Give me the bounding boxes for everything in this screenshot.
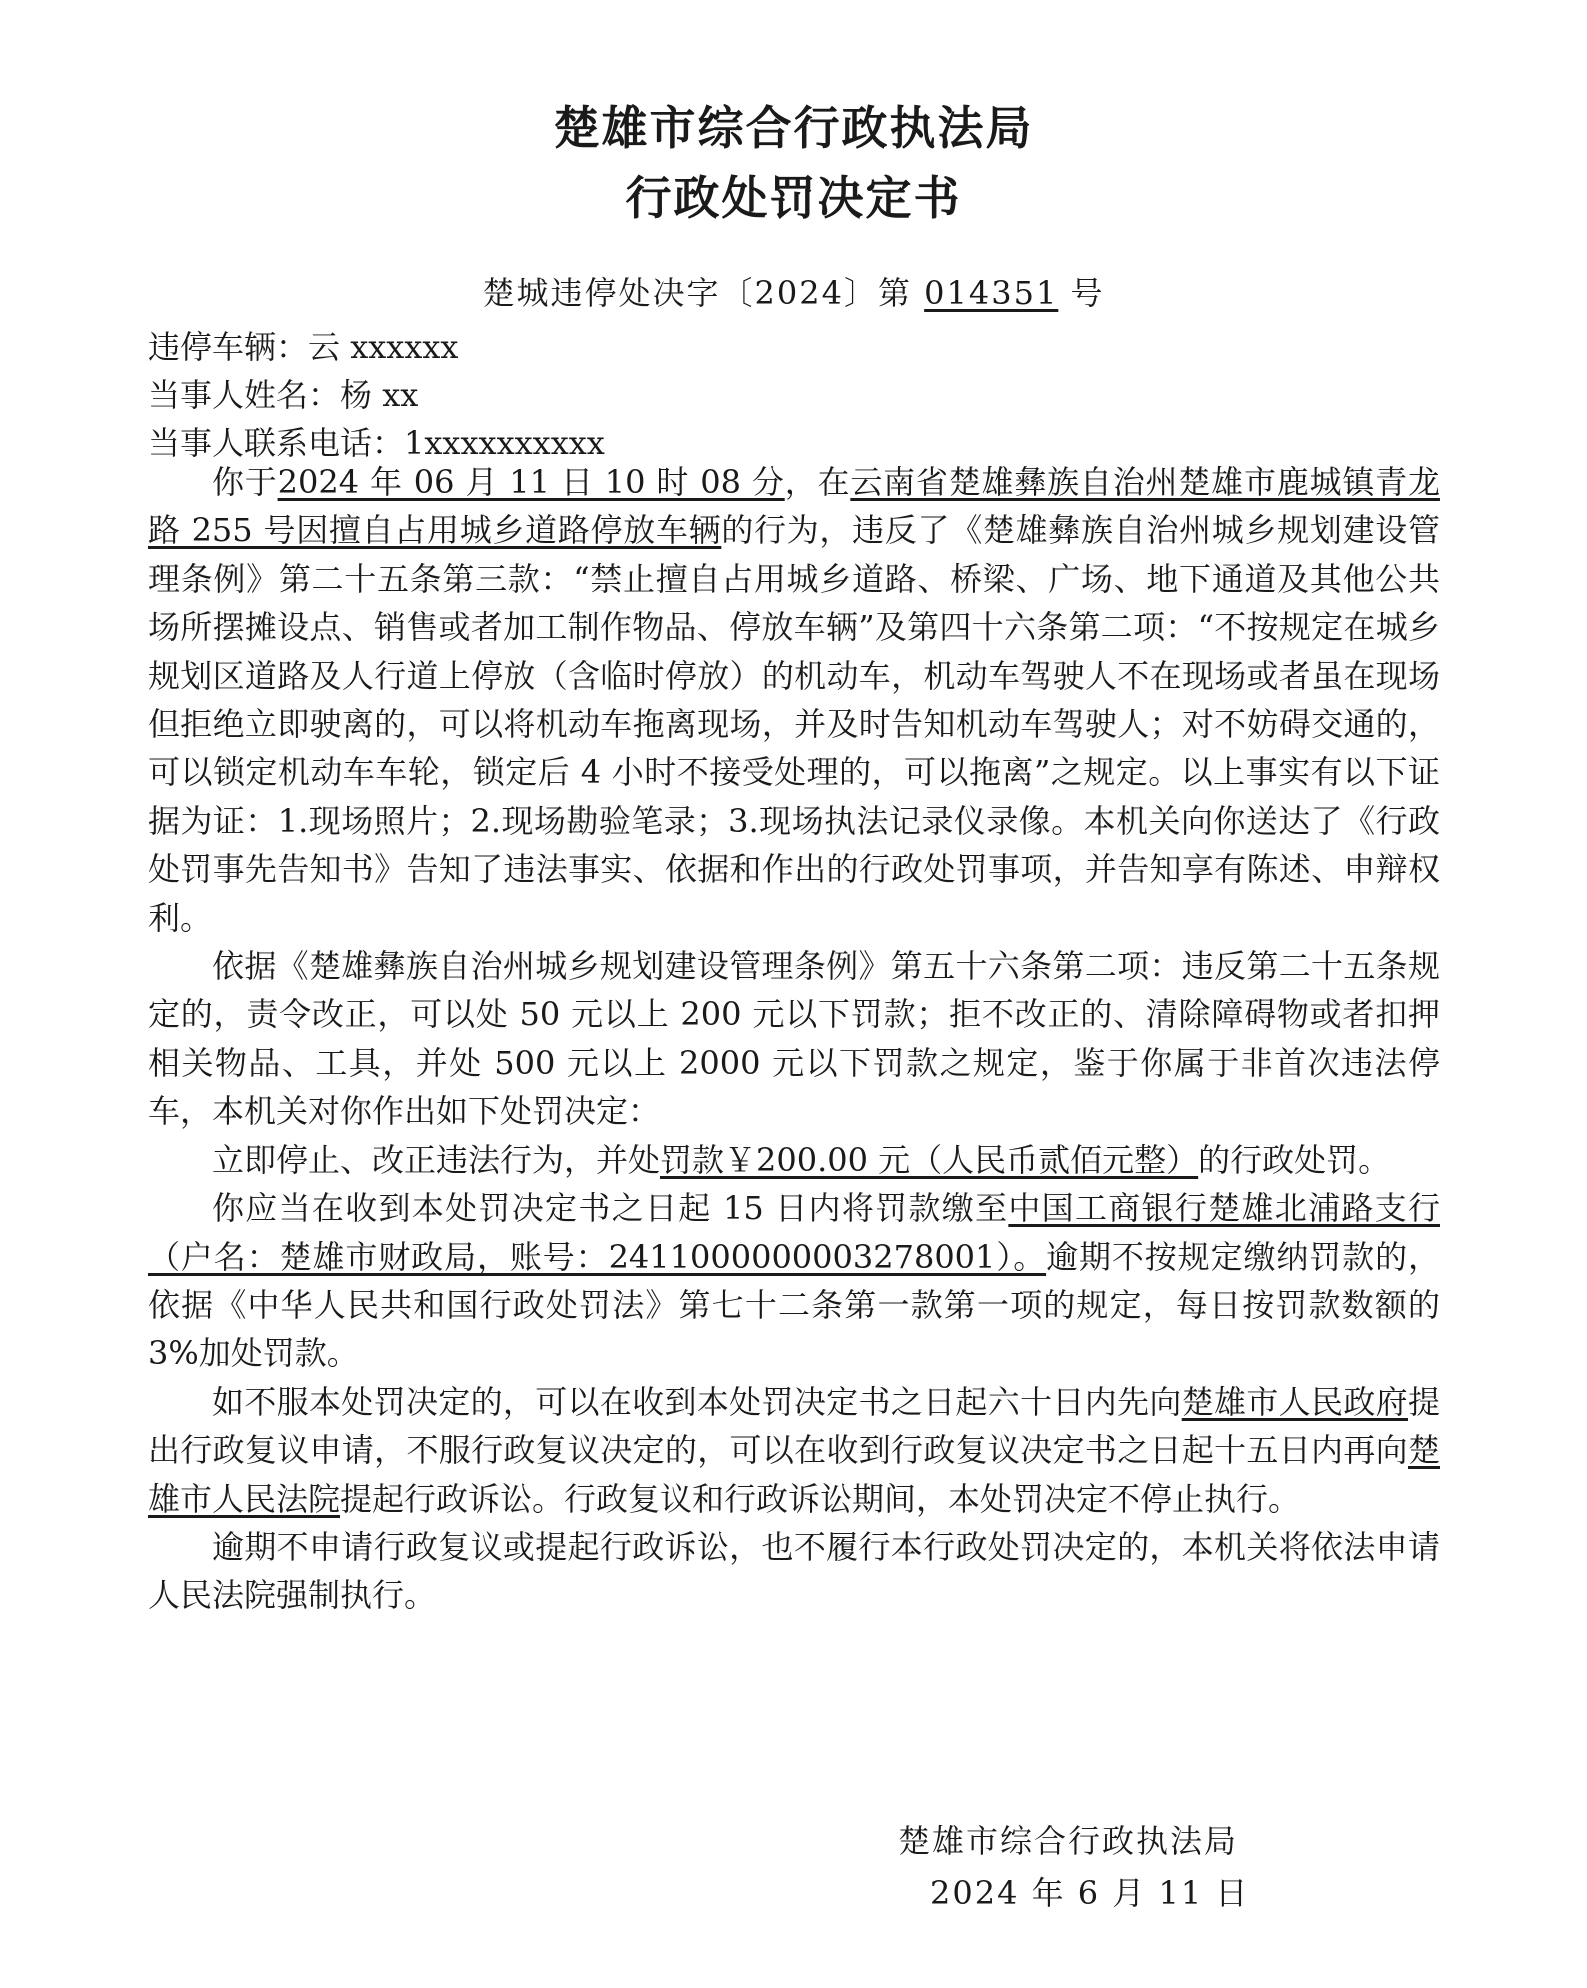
decision-text-1: 立即停止、改正违法行为，并处 xyxy=(212,1140,661,1179)
paragraph-enforcement: 逾期不申请行政复议或提起行政诉讼，也不履行本行政处罚决定的，本机关将依法申请人民法院强制执行。 xyxy=(148,1527,1440,1615)
facts-text-3: 的行为，违反了《楚雄彝族自治州城乡规划建设管理条例》第二十五条第三款：“禁止擅自占用城乡道路、桥梁、广场、地下通道及其他公共场所摆摊设点、销售或者加工制作物品、停放车辆”及第四十六条第二项：“不按规定在城乡规划区道路及人行道上停放（含临时停放）的机动车，机动车驾驶人不在现场或者虽在现场但拒绝立即驶离的，可以将机动车拖离现场，并及时告知机动车驾驶人；对不妨碍交通的，可以锁定机动车车轮，锁定后 4 小时不接受处理的，可以拖离”之规定。以上事实有以下证据为证：1.现场照片；2.现场勘验笔录；3.现场执法记录仪录像。本机关向你送达了《行政处罚事先告知书》告知了违法事实、依据和作出的行政处罚事项，并告知享有陈述、申辩权利。 xyxy=(148,511,1440,937)
vehicle-line xyxy=(148,322,458,368)
payment-text-1: 你应当在收到本处罚决定书之日起 15 日内将罚款缴至 xyxy=(212,1189,1009,1228)
paragraph-facts xyxy=(148,458,1440,942)
appeal-text-1: 如不服本处罚决定的，可以在收到本处罚决定书之日起六十日内先向 xyxy=(212,1382,1182,1421)
facts-text-2: ，在 xyxy=(784,463,851,501)
document-body xyxy=(148,458,1440,1620)
review-authority: 楚雄市人民政府 xyxy=(1181,1382,1408,1421)
vehicle-value: 云 xxxxxx xyxy=(308,328,459,366)
vehicle-label: 违停车辆： xyxy=(148,328,309,366)
signature-agency: 楚雄市综合行政执法局 xyxy=(898,1822,1239,1860)
paragraph-appeal xyxy=(148,1378,1440,1523)
bank-account: 中国工商银行楚雄北浦路支行（户名：楚雄市财政局，账号：2411000000003278001）。 xyxy=(148,1189,1440,1276)
paragraph-payment xyxy=(148,1184,1440,1378)
document-title: 行政处罚决定书 xyxy=(625,171,962,225)
party-phone-value: 1xxxxxxxxxx xyxy=(404,424,605,462)
facts-text-1: 你于 xyxy=(212,463,278,501)
appeal-text-3: 提起行政诉讼。行政复议和行政诉讼期间，本处罚决定不停止执行。 xyxy=(340,1479,1301,1518)
party-name-label: 当事人姓名： xyxy=(148,376,341,414)
document-number-prefix: 楚城违停处决字〔2024〕第 xyxy=(482,274,912,312)
agency-title: 楚雄市综合行政执法局 xyxy=(553,101,1034,155)
party-name-line xyxy=(148,370,418,416)
decision-text-2: 的行政处罚。 xyxy=(1198,1140,1391,1179)
paragraph-decision xyxy=(148,1136,1440,1184)
document-number-suffix: 号 xyxy=(1070,274,1105,312)
document-number: 014351 xyxy=(924,274,1059,312)
appeal-text-2: 提出行政复议申请，不服行政复议决定的，可以在收到行政复议决定书之日起十五日内再向 xyxy=(148,1382,1440,1470)
violation-time: 2024 年 06 月 11 日 10 时 08 分 xyxy=(277,463,785,501)
signature-date: 2024 年 6 月 11 日 xyxy=(930,1874,1250,1912)
payment-text-2: 逾期不按规定缴纳罚款的，依据《中华人民共和国行政处罚法》第七十二条第一款第一项的规定，每日按罚款数额的 3%加处罚款。 xyxy=(148,1237,1440,1373)
court-name: 楚雄市人民法院 xyxy=(148,1431,1440,1518)
fine-amount: 罚款￥200.00 元（人民币贰佰元整） xyxy=(660,1140,1199,1179)
party-name-value: 杨 xx xyxy=(340,376,419,414)
party-phone-label: 当事人联系电话： xyxy=(148,424,405,462)
violation-place: 云南省楚雄彝族自治州楚雄市鹿城镇青龙路 255 号因擅自占用城乡道路停放车辆 xyxy=(148,463,1440,550)
paragraph-legal-basis: 依据《楚雄彝族自治州城乡规划建设管理条例》第五十六条第二项：违反第二十五条规定的，责令改正，可以处 50 元以上 200 元以下罚款；拒不改正的、清除障碍物或者扣押相关物品、工具，并处 500 元以上 2000 元以下罚款之规定，鉴于你属于非首次违法停车，本机关对你作出如下处罚决定： xyxy=(148,947,1440,1131)
document-number-line xyxy=(0,268,1587,314)
